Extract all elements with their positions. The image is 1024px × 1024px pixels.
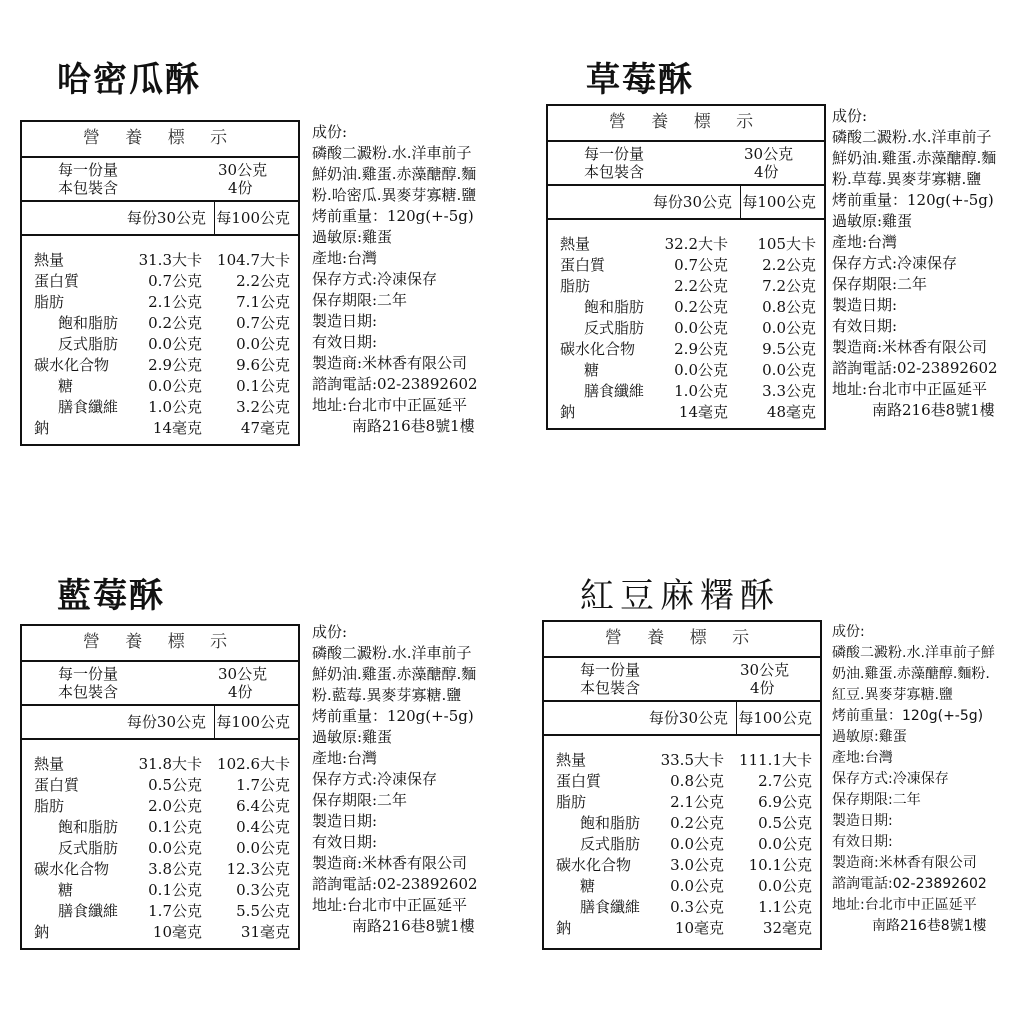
info-line: 地址:台北市中正區延平 xyxy=(832,380,988,398)
nutrient-per-serving: 10毫克 xyxy=(152,923,202,941)
info-line: 粉.草莓.異麥芽寡糖.鹽 xyxy=(832,170,982,188)
nutrient-per-serving: 2.2公克 xyxy=(674,277,728,295)
nutrient-per-100: 0.3公克 xyxy=(236,881,290,899)
col-per-serving: 每份30公克 xyxy=(126,209,206,227)
nutrient-row xyxy=(22,775,298,796)
nutrient-per-serving: 0.7公克 xyxy=(674,256,728,274)
nutrient-row xyxy=(22,817,298,838)
nutrient-name: 糖 xyxy=(58,881,74,899)
servings-value: 4份 xyxy=(754,163,779,181)
nutrient-per-serving: 0.0公克 xyxy=(674,361,728,379)
info-line: 成份: xyxy=(832,624,865,640)
nutrient-name: 碳水化合物 xyxy=(556,856,632,874)
nutrient-name: 飽和脂肪 xyxy=(58,818,119,836)
nutrient-row xyxy=(22,250,298,271)
info-line: 保存期限:二年 xyxy=(312,291,408,309)
info-line: 紅豆.異麥芽寡糖.鹽 xyxy=(832,687,953,703)
nutrient-per-100: 5.5公克 xyxy=(236,902,290,920)
info-line: 有效日期: xyxy=(312,333,378,351)
nutrient-name: 反式脂肪 xyxy=(58,335,119,353)
nutrient-row xyxy=(544,834,820,855)
info-line: 磷酸二澱粉.水.洋車前子 xyxy=(832,128,992,146)
nutrient-per-serving: 0.0公克 xyxy=(148,377,202,395)
serving-size-value: 30公克 xyxy=(218,665,268,683)
nutrient-row xyxy=(22,418,298,439)
nutrient-per-serving: 0.5公克 xyxy=(148,776,202,794)
servings-value: 4份 xyxy=(228,683,253,701)
nutrient-per-serving: 14毫克 xyxy=(678,403,728,421)
nutrient-name: 蛋白質 xyxy=(34,776,80,794)
info-line: 磷酸二澱粉.水.洋車前子 xyxy=(312,144,472,162)
nutrient-name: 糖 xyxy=(58,377,74,395)
nutrient-per-100: 2.2公克 xyxy=(762,256,816,274)
serving-info xyxy=(22,662,298,706)
nutrient-per-100: 6.9公克 xyxy=(758,793,812,811)
product-title: 草莓酥 xyxy=(586,60,694,100)
nutrient-name: 鈉 xyxy=(34,923,50,941)
nutrient-row xyxy=(548,318,824,339)
serving-info xyxy=(22,158,298,202)
nutrient-rows xyxy=(544,736,820,939)
nutrient-per-serving: 1.0公克 xyxy=(674,382,728,400)
nutrient-per-serving: 3.8公克 xyxy=(148,860,202,878)
nutrient-per-100: 3.2公克 xyxy=(236,398,290,416)
servings-label: 本包裝含 xyxy=(584,163,645,181)
serving-size-value: 30公克 xyxy=(740,661,790,679)
nutrient-name: 鈉 xyxy=(34,419,50,437)
info-line: 鮮奶油.雞蛋.赤藻醣醇.麵 xyxy=(312,165,477,183)
nutrient-per-100: 0.0公克 xyxy=(236,839,290,857)
product-title: 紅豆麻糬酥 xyxy=(580,576,780,616)
nutrient-row xyxy=(544,855,820,876)
nutrient-row xyxy=(548,402,824,423)
nutrient-per-100: 9.6公克 xyxy=(236,356,290,374)
nutrient-name: 熱量 xyxy=(560,235,591,253)
nutrient-name: 脂肪 xyxy=(556,793,587,811)
info-line: 鮮奶油.雞蛋.赤藻醣醇.麵 xyxy=(312,665,477,683)
nutrient-name: 反式脂肪 xyxy=(584,319,645,337)
nutrient-name: 膳食纖維 xyxy=(58,398,119,416)
info-line: 粉.藍莓.異麥芽寡糖.鹽 xyxy=(312,686,462,704)
info-line: 過敏原:雞蛋 xyxy=(832,729,907,745)
nutrient-row xyxy=(544,897,820,918)
info-line: 過敏原:雞蛋 xyxy=(832,212,913,230)
nutrient-per-100: 0.0公克 xyxy=(758,835,812,853)
info-line: 保存方式:冷凍保存 xyxy=(312,270,438,288)
col-per-100: 每100公克 xyxy=(216,713,290,731)
nutrient-row xyxy=(22,901,298,922)
nutrient-per-100: 1.1公克 xyxy=(758,898,812,916)
info-line: 保存方式:冷凍保存 xyxy=(832,254,958,272)
servings-label: 本包裝含 xyxy=(580,679,641,697)
serving-size-label: 每一份量 xyxy=(58,665,119,683)
serving-info xyxy=(548,142,824,186)
info-line: 過敏原:雞蛋 xyxy=(312,728,393,746)
nutrient-name: 糖 xyxy=(584,361,600,379)
info-line: 烤前重量：120g(+-5g) xyxy=(832,191,994,209)
nutrient-per-serving: 0.8公克 xyxy=(670,772,724,790)
nutrient-per-100: 104.7大卡 xyxy=(217,251,290,269)
info-line: 南路216巷8號1樓 xyxy=(872,401,995,419)
nutrient-name: 熱量 xyxy=(34,755,65,773)
nutrient-row xyxy=(22,880,298,901)
nutrient-per-serving: 0.0公克 xyxy=(148,839,202,857)
nutrient-row xyxy=(22,313,298,334)
nutrient-per-100: 10.1公克 xyxy=(748,856,812,874)
nutrient-row xyxy=(22,838,298,859)
nutrient-per-100: 2.2公克 xyxy=(236,272,290,290)
column-divider xyxy=(214,202,215,234)
nutrient-row xyxy=(544,918,820,939)
serving-size-label: 每一份量 xyxy=(584,145,645,163)
nutrient-per-100: 7.2公克 xyxy=(762,277,816,295)
nutrient-row xyxy=(548,297,824,318)
nutrient-rows xyxy=(548,220,824,423)
column-divider xyxy=(736,702,737,734)
info-line: 鮮奶油.雞蛋.赤藻醣醇.麵 xyxy=(832,149,997,167)
col-per-serving: 每份30公克 xyxy=(648,709,728,727)
nutrient-row xyxy=(22,754,298,775)
info-line: 製造日期: xyxy=(832,296,898,314)
col-per-serving: 每份30公克 xyxy=(126,713,206,731)
nutrient-row xyxy=(548,381,824,402)
info-line: 諮詢電話:02-23892602 xyxy=(312,875,478,893)
nutrient-per-100: 0.1公克 xyxy=(236,377,290,395)
nutrient-per-serving: 0.7公克 xyxy=(148,272,202,290)
nutrient-row xyxy=(22,397,298,418)
nutrient-per-100: 0.7公克 xyxy=(236,314,290,332)
nutrient-per-100: 47毫克 xyxy=(240,419,290,437)
col-per-100: 每100公克 xyxy=(738,709,812,727)
info-line: 諮詢電話:02-23892602 xyxy=(312,375,478,393)
nutrient-row xyxy=(548,360,824,381)
nutrient-name: 碳水化合物 xyxy=(560,340,636,358)
info-line: 粉.哈密瓜.異麥芽寡糖.鹽 xyxy=(312,186,477,204)
info-line: 成份: xyxy=(312,123,348,141)
nutrition-header: 營 養 標 示 xyxy=(544,622,820,658)
nutrient-row xyxy=(544,813,820,834)
info-line: 成份: xyxy=(312,623,348,641)
nutrient-per-serving: 1.0公克 xyxy=(148,398,202,416)
nutrient-per-serving: 2.9公克 xyxy=(674,340,728,358)
label-panel-cantaloupe xyxy=(2,58,502,458)
nutrient-name: 脂肪 xyxy=(560,277,591,295)
info-line: 製造日期: xyxy=(832,813,893,829)
nutrient-per-serving: 0.0公克 xyxy=(148,335,202,353)
nutrient-per-serving: 10毫克 xyxy=(674,919,724,937)
nutrient-name: 蛋白質 xyxy=(556,772,602,790)
nutrient-per-100: 12.3公克 xyxy=(226,860,290,878)
serving-size-value: 30公克 xyxy=(218,161,268,179)
nutrient-per-serving: 0.2公克 xyxy=(148,314,202,332)
info-line: 過敏原:雞蛋 xyxy=(312,228,393,246)
info-line: 烤前重量：120g(+-5g) xyxy=(832,708,984,724)
nutrient-row xyxy=(22,271,298,292)
nutrient-row xyxy=(548,234,824,255)
nutrient-name: 碳水化合物 xyxy=(34,356,110,374)
column-headers xyxy=(22,706,298,740)
info-line: 地址:台北市中正區延平 xyxy=(312,396,468,414)
info-line: 南路216巷8號1樓 xyxy=(872,918,987,934)
label-panel-red-bean-mochi xyxy=(524,574,1024,974)
info-line: 保存方式:冷凍保存 xyxy=(832,771,949,787)
nutrition-header: 營 養 標 示 xyxy=(22,626,298,662)
nutrient-per-serving: 2.0公克 xyxy=(148,797,202,815)
info-line: 保存期限:二年 xyxy=(312,791,408,809)
nutrient-row xyxy=(544,750,820,771)
nutrient-per-100: 0.5公克 xyxy=(758,814,812,832)
info-line: 保存期限:二年 xyxy=(832,792,921,808)
nutrient-row xyxy=(544,876,820,897)
nutrient-row xyxy=(22,292,298,313)
nutrient-row xyxy=(22,796,298,817)
info-line: 製造商:米林香有限公司 xyxy=(312,354,468,372)
nutrition-table xyxy=(542,620,822,950)
product-title: 藍莓酥 xyxy=(57,576,165,616)
serving-size-label: 每一份量 xyxy=(580,661,641,679)
nutrition-table xyxy=(20,624,300,950)
col-per-100: 每100公克 xyxy=(216,209,290,227)
nutrient-rows xyxy=(22,740,298,943)
nutrient-per-serving: 0.1公克 xyxy=(148,881,202,899)
servings-label: 本包裝含 xyxy=(58,683,119,701)
nutrient-name: 飽和脂肪 xyxy=(584,298,645,316)
nutrient-row xyxy=(544,792,820,813)
info-line: 製造商:米林香有限公司 xyxy=(832,338,988,356)
nutrient-row xyxy=(548,255,824,276)
nutrient-rows xyxy=(22,236,298,439)
nutrient-name: 脂肪 xyxy=(34,797,65,815)
nutrient-name: 蛋白質 xyxy=(34,272,80,290)
info-line: 磷酸二澱粉.水.洋車前子 xyxy=(312,644,472,662)
nutrient-name: 熱量 xyxy=(34,251,65,269)
nutrient-per-serving: 0.2公克 xyxy=(674,298,728,316)
nutrition-header: 營 養 標 示 xyxy=(548,106,824,142)
serving-size-value: 30公克 xyxy=(744,145,794,163)
info-line: 製造日期: xyxy=(312,312,378,330)
nutrient-per-100: 102.6大卡 xyxy=(217,755,290,773)
nutrient-per-serving: 0.1公克 xyxy=(148,818,202,836)
column-divider xyxy=(214,706,215,738)
serving-info xyxy=(544,658,820,702)
nutrient-row xyxy=(22,376,298,397)
nutrient-per-serving: 0.3公克 xyxy=(670,898,724,916)
product-info xyxy=(312,122,512,437)
nutrient-per-serving: 3.0公克 xyxy=(670,856,724,874)
nutrient-per-serving: 2.1公克 xyxy=(670,793,724,811)
info-line: 有效日期: xyxy=(832,834,893,850)
nutrient-per-serving: 0.0公克 xyxy=(670,877,724,895)
nutrient-row xyxy=(22,859,298,880)
info-line: 產地:台灣 xyxy=(832,233,898,251)
servings-value: 4份 xyxy=(228,179,253,197)
product-info xyxy=(832,622,1024,937)
nutrient-per-serving: 31.3大卡 xyxy=(138,251,202,269)
info-line: 地址:台北市中正區延平 xyxy=(832,897,977,913)
nutrient-row xyxy=(22,922,298,943)
info-line: 烤前重量：120g(+-5g) xyxy=(312,707,474,725)
info-line: 製造商:米林香有限公司 xyxy=(832,855,977,871)
nutrition-table xyxy=(20,120,300,446)
nutrient-per-serving: 1.7公克 xyxy=(148,902,202,920)
nutrient-per-100: 32毫克 xyxy=(762,919,812,937)
info-line: 磷酸二澱粉.水.洋車前子鮮 xyxy=(832,645,995,661)
nutrition-table xyxy=(546,104,826,430)
nutrient-per-100: 7.1公克 xyxy=(236,293,290,311)
column-headers xyxy=(22,202,298,236)
nutrient-row xyxy=(548,276,824,297)
nutrient-per-100: 105大卡 xyxy=(757,235,816,253)
info-line: 南路216巷8號1樓 xyxy=(352,917,475,935)
nutrient-per-serving: 0.0公克 xyxy=(670,835,724,853)
info-line: 有效日期: xyxy=(312,833,378,851)
nutrient-per-serving: 32.2大卡 xyxy=(664,235,728,253)
nutrient-name: 鈉 xyxy=(560,403,576,421)
info-line: 諮詢電話:02-23892602 xyxy=(832,359,998,377)
nutrient-name: 膳食纖維 xyxy=(58,902,119,920)
nutrient-row xyxy=(544,771,820,792)
nutrient-per-serving: 31.8大卡 xyxy=(138,755,202,773)
nutrient-name: 膳食纖維 xyxy=(580,898,641,916)
nutrient-per-100: 9.5公克 xyxy=(762,340,816,358)
info-line: 製造商:米林香有限公司 xyxy=(312,854,468,872)
nutrient-name: 飽和脂肪 xyxy=(580,814,641,832)
info-line: 成份: xyxy=(832,107,868,125)
nutrient-per-100: 2.7公克 xyxy=(758,772,812,790)
nutrient-per-100: 0.0公克 xyxy=(758,877,812,895)
nutrient-per-100: 1.7公克 xyxy=(236,776,290,794)
nutrition-header: 營 養 標 示 xyxy=(22,122,298,158)
nutrient-name: 飽和脂肪 xyxy=(58,314,119,332)
column-headers xyxy=(544,702,820,736)
nutrient-per-100: 0.4公克 xyxy=(236,818,290,836)
nutrient-name: 反式脂肪 xyxy=(58,839,119,857)
nutrient-row xyxy=(22,334,298,355)
nutrient-per-100: 0.0公克 xyxy=(236,335,290,353)
nutrient-name: 蛋白質 xyxy=(560,256,606,274)
nutrient-name: 鈉 xyxy=(556,919,572,937)
nutrient-per-100: 0.8公克 xyxy=(762,298,816,316)
nutrient-name: 糖 xyxy=(580,877,596,895)
info-line: 產地:台灣 xyxy=(312,749,378,767)
nutrient-name: 脂肪 xyxy=(34,293,65,311)
nutrient-name: 熱量 xyxy=(556,751,587,769)
nutrient-name: 碳水化合物 xyxy=(34,860,110,878)
info-line: 奶油.雞蛋.赤藻醣醇.麵粉. xyxy=(832,666,990,682)
column-divider xyxy=(740,186,741,218)
info-line: 南路216巷8號1樓 xyxy=(352,417,475,435)
nutrient-row xyxy=(22,355,298,376)
label-panel-strawberry xyxy=(528,58,1024,458)
nutrient-name: 反式脂肪 xyxy=(580,835,641,853)
nutrient-per-serving: 2.9公克 xyxy=(148,356,202,374)
info-line: 保存期限:二年 xyxy=(832,275,928,293)
nutrient-per-100: 3.3公克 xyxy=(762,382,816,400)
nutrient-per-serving: 2.1公克 xyxy=(148,293,202,311)
nutrient-per-100: 6.4公克 xyxy=(236,797,290,815)
info-line: 地址:台北市中正區延平 xyxy=(312,896,468,914)
nutrient-row xyxy=(548,339,824,360)
nutrient-per-serving: 33.5大卡 xyxy=(660,751,724,769)
nutrient-name: 膳食纖維 xyxy=(584,382,645,400)
info-line: 保存方式:冷凍保存 xyxy=(312,770,438,788)
nutrient-per-100: 31毫克 xyxy=(240,923,290,941)
nutrient-per-100: 111.1大卡 xyxy=(739,751,812,769)
servings-label: 本包裝含 xyxy=(58,179,119,197)
info-line: 產地:台灣 xyxy=(312,249,378,267)
nutrient-per-100: 48毫克 xyxy=(766,403,816,421)
nutrient-per-100: 0.0公克 xyxy=(762,319,816,337)
product-info xyxy=(832,106,1024,421)
nutrient-per-serving: 14毫克 xyxy=(152,419,202,437)
info-line: 烤前重量：120g(+-5g) xyxy=(312,207,474,225)
info-line: 諮詢電話:02-23892602 xyxy=(832,876,987,892)
serving-size-label: 每一份量 xyxy=(58,161,119,179)
info-line: 有效日期: xyxy=(832,317,898,335)
servings-value: 4份 xyxy=(750,679,775,697)
nutrient-per-serving: 0.2公克 xyxy=(670,814,724,832)
col-per-100: 每100公克 xyxy=(742,193,816,211)
product-info xyxy=(312,622,512,937)
label-panel-blueberry xyxy=(2,574,502,974)
info-line: 產地:台灣 xyxy=(832,750,893,766)
nutrient-per-serving: 0.0公克 xyxy=(674,319,728,337)
nutrient-per-100: 0.0公克 xyxy=(762,361,816,379)
product-title: 哈密瓜酥 xyxy=(57,60,201,100)
column-headers xyxy=(548,186,824,220)
info-line: 製造日期: xyxy=(312,812,378,830)
col-per-serving: 每份30公克 xyxy=(652,193,732,211)
